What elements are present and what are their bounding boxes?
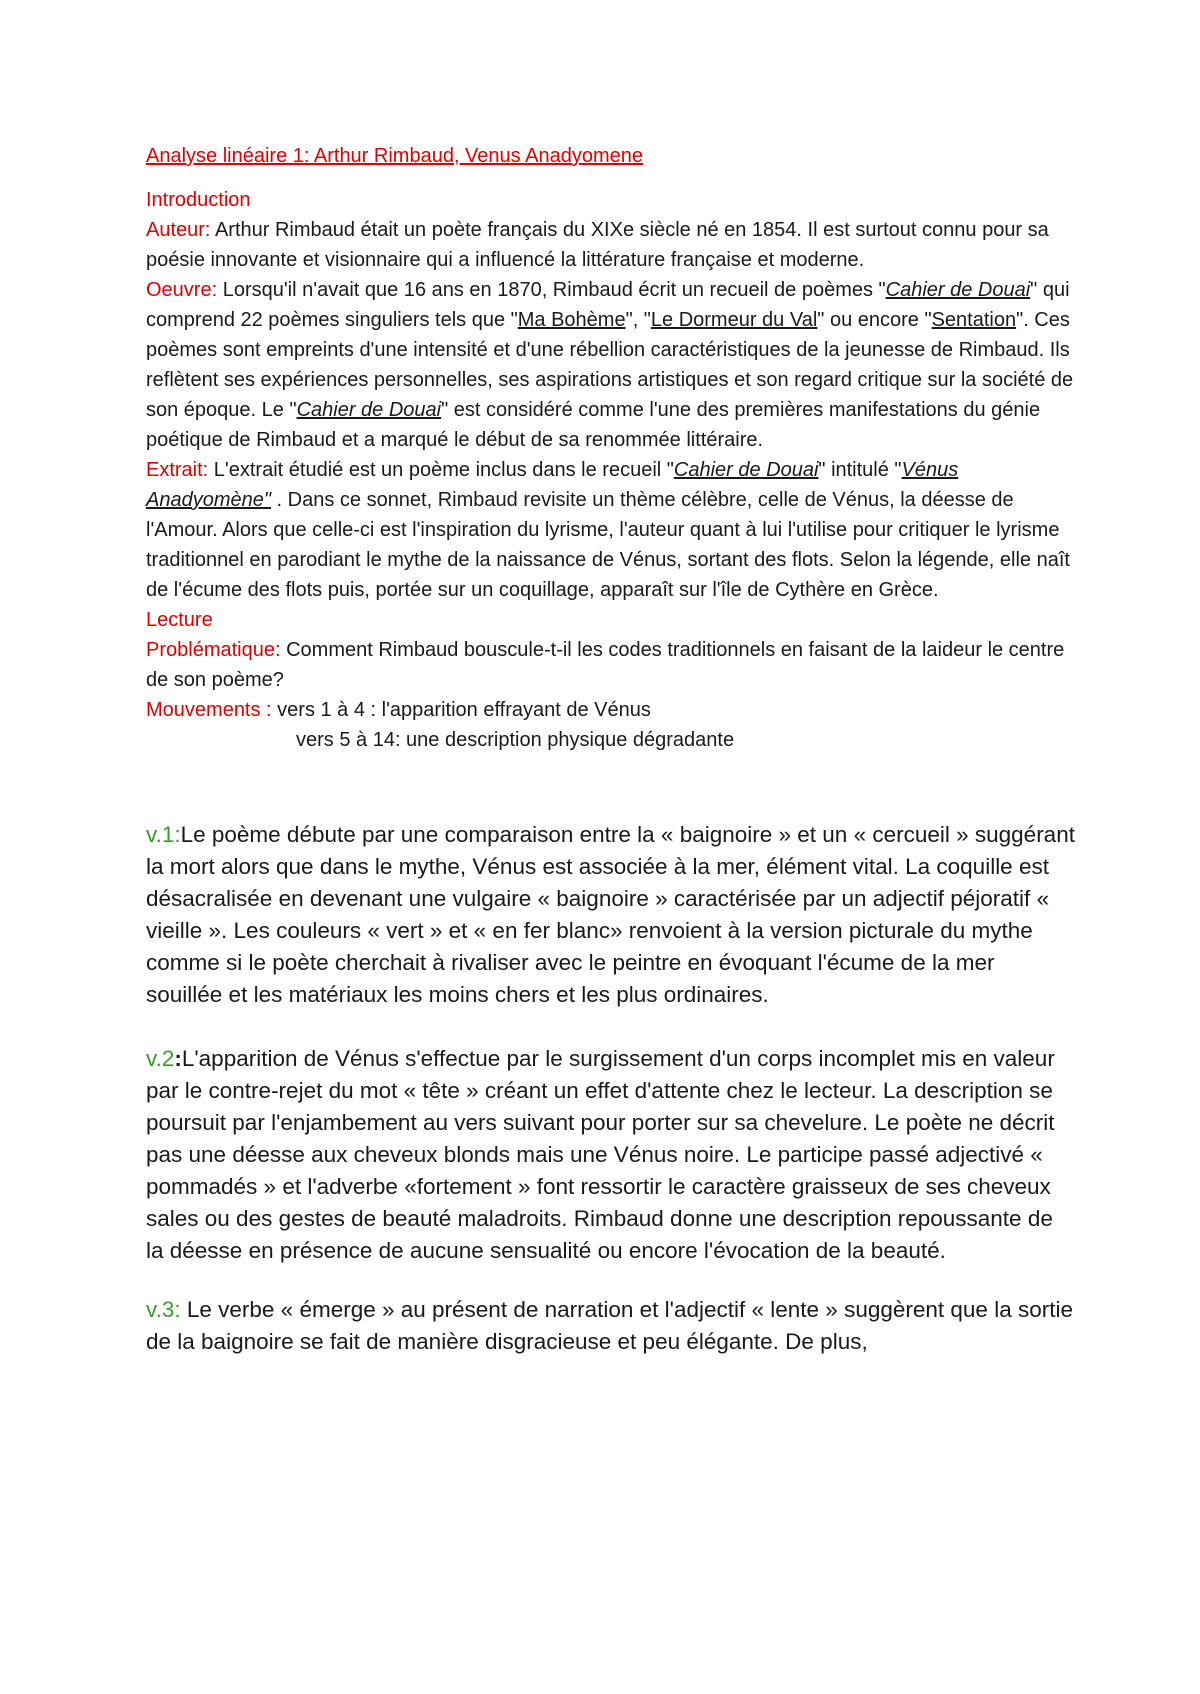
extrait-text: " intitulé " bbox=[818, 459, 902, 481]
title-sentation: Sentation bbox=[931, 309, 1017, 331]
problematique-paragraph bbox=[146, 635, 1076, 695]
auteur-label: Auteur: bbox=[146, 219, 211, 241]
title-le-dormeur-du-val: Le Dormeur du Val bbox=[650, 309, 818, 331]
v3-label: v.3: bbox=[146, 1297, 181, 1322]
auteur-paragraph bbox=[146, 215, 1076, 275]
problematique-label: Problématique: bbox=[146, 639, 281, 661]
mouvement-2: vers 5 à 14: une description physique dégradante bbox=[296, 729, 735, 751]
oeuvre-text: ". Ces poèmes sont empreints d'une intensité et d'une rébellion caractéristiques de la jeunesse de Rimbaud. Ils reflètent ses expériences personnelles, ses aspirations artistiques et son regard critique sur la société de son époque. Le " bbox=[146, 309, 1074, 421]
v1-label: v.1: bbox=[146, 822, 181, 847]
document-page bbox=[146, 141, 1076, 1358]
spacer bbox=[146, 1011, 1076, 1043]
oeuvre-paragraph bbox=[146, 275, 1076, 455]
v1-text: Le poème débute par une comparaison entre la « baignoire » et un « cercueil » suggérant la mort alors que dans le mythe, Vénus est associée à la mer, élément vital. La coquille est désacralisée en devenant une vulgaire « baignoire » caractérisée par un adjectif péjoratif « vieille ». Les couleurs « vert » et « en fer blanc» renvoient à la version picturale du mythe comme si le poète cherchait à rivaliser avec le peintre en évoquant l'écume de la mer souillée et les matériaux les moins chers et les plus ordinaires. bbox=[146, 822, 1075, 1007]
oeuvre-label: Oeuvre: bbox=[146, 279, 218, 301]
spacer bbox=[146, 755, 1076, 819]
oeuvre-text: Lorsqu'il n'avait que 16 ans en 1870, Rimbaud écrit un recueil de poèmes " bbox=[217, 279, 886, 301]
v1-paragraph bbox=[146, 819, 1076, 1011]
v2-paragraph bbox=[146, 1043, 1076, 1267]
oeuvre-text: ", " bbox=[625, 309, 651, 331]
spacer bbox=[146, 1267, 1076, 1294]
mouvement-1: vers 1 à 4 : l'apparition effrayant de Vénus bbox=[271, 699, 651, 721]
v2-text: L'apparition de Vénus s'effectue par le surgissement d'un corps incomplet mis en valeur par le contre-rejet du mot « tête » créant un effet d'attente chez le lecteur. La description se poursuit par l'enjambement au vers suivant pour porter sur sa chevelure. Le poète ne décrit pas une déesse aux cheveux blonds mais une Vénus noire. Le participe passé adjectivé « pommadés » et l'adverbe «fortement » font ressortir le caractère graisseux de ses cheveux sales ou des gestes de beauté maladroits. Rimbaud donne une description repoussante de la déesse en présence de aucune sensualité ou encore l'évocation de la beauté. bbox=[146, 1046, 1055, 1263]
title-ma-boheme: Ma Bohème bbox=[517, 309, 626, 331]
problematique-text: Comment Rimbaud bouscule-t-il les codes traditionnels en faisant de la laideur le centre de son poème? bbox=[146, 639, 1065, 691]
lecture-heading: Lecture bbox=[146, 609, 213, 631]
extrait-text: L'extrait étudié est un poème inclus dans le recueil " bbox=[208, 459, 674, 481]
v2-label: v.2 bbox=[146, 1046, 175, 1071]
v3-paragraph bbox=[146, 1294, 1076, 1358]
mouvements-label: Mouvements : bbox=[146, 699, 272, 721]
v3-text: Le verbe « émerge » au présent de narration et l'adjectif « lente » suggèrent que la sortie de la baignoire se fait de manière disgracieuse et peu élégante. De plus, bbox=[146, 1297, 1073, 1354]
mouvements-line-1 bbox=[146, 695, 1076, 725]
extrait-text: . Dans ce sonnet, Rimbaud revisite un thème célèbre, celle de Vénus, la déesse de l'Amour. Alors que celle-ci est l'inspiration du lyrisme, l'auteur quant à lui l'utilise pour critiquer le lyrisme traditionnel en parodiant le mythe de la naissance de Vénus, sortant des flots. Selon la légende, elle naît de l'écume des flots puis, portée sur un coquillage, apparaît sur l'île de Cythère en Grèce. bbox=[146, 489, 1070, 601]
title-cahier-de-douai: Cahier de Douai bbox=[885, 279, 1031, 301]
title-cahier-de-douai: Cahier de Douai bbox=[673, 459, 819, 481]
oeuvre-text: " qui comprend 22 poèmes singuliers tels que " bbox=[146, 279, 1070, 331]
document-title: Analyse linéaire 1: Arthur Rimbaud, Venus Anadyomene bbox=[146, 145, 643, 167]
introduction-heading: Introduction bbox=[146, 189, 251, 211]
v2-colon: : bbox=[174, 1046, 182, 1071]
extrait-paragraph bbox=[146, 455, 1076, 605]
title-cahier-de-douai: Cahier de Douai bbox=[296, 399, 442, 421]
spacer bbox=[146, 171, 1076, 185]
oeuvre-text: " ou encore " bbox=[817, 309, 932, 331]
title-venus-anadyomene: Vénus Anadyomène" bbox=[146, 459, 959, 511]
auteur-text: Arthur Rimbaud était un poète français du XIXe siècle né en 1854. Il est surtout connu pour sa poésie innovante et visionnaire qui a influencé la littérature française et moderne. bbox=[146, 219, 1049, 271]
extrait-label: Extrait: bbox=[146, 459, 209, 481]
oeuvre-text: " est considéré comme l'une des premières manifestations du génie poétique de Rimbaud et a marqué le début de sa renommée littéraire. bbox=[146, 399, 1041, 451]
